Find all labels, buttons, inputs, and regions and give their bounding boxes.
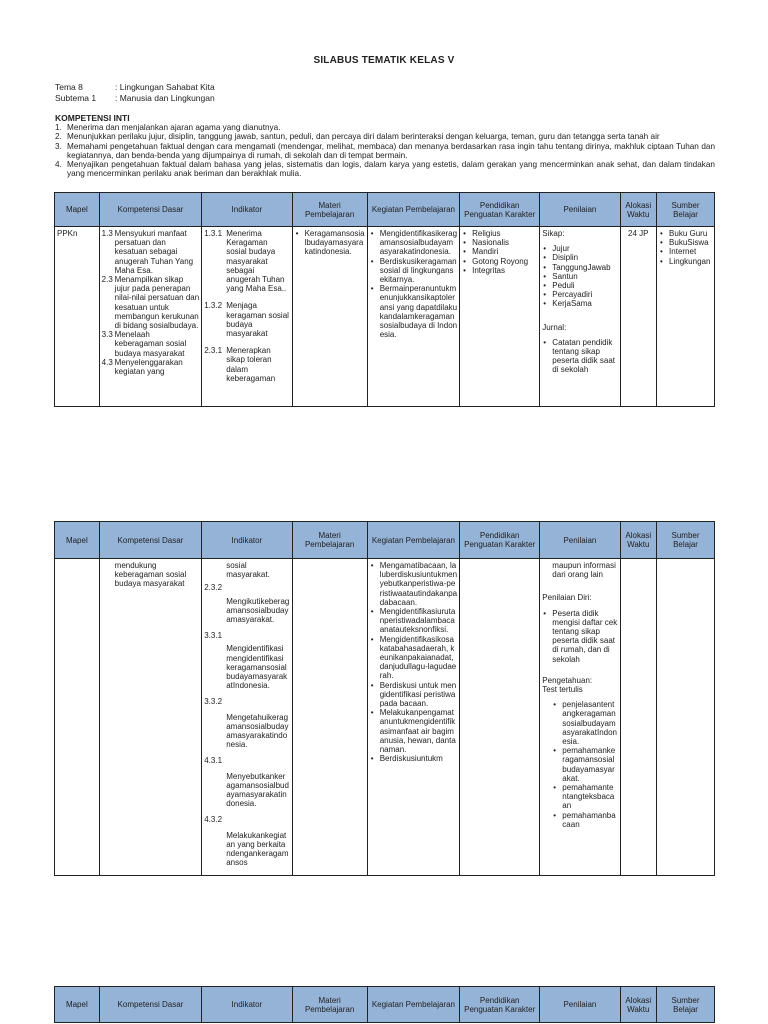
penilaian-pengetahuan-label: Pengetahuan:	[542, 675, 593, 685]
kd-text: Menyelenggarakan kegiatan yang	[114, 357, 183, 377]
cell-ppk	[460, 227, 540, 407]
kd-item	[102, 229, 200, 275]
syllabus-table-3	[54, 986, 715, 1023]
list-item: • Berdiskusiuntukm	[380, 754, 457, 763]
list-item: • pemahamanbacaan	[562, 811, 617, 829]
indikator-number: 1.3.2	[204, 301, 223, 311]
penilaian-text: maupun informasi dari orang lain	[552, 561, 616, 580]
list-item: • Jujur	[552, 244, 617, 253]
kd-item	[102, 330, 200, 358]
list-item: • Bermainperanuntukmenunjukkansikaptoleransi yang dapatdilakukandalamkeragamansosialbudaya di Indonesia.	[380, 284, 457, 339]
list-item: • Lingkungan	[669, 257, 712, 266]
ki-item	[55, 123, 715, 132]
kd-item	[102, 358, 200, 376]
indikator-text: Menerima Keragaman sosial budaya masyarakat sebagai anugerah Tuhan yang Maha Esa..	[226, 229, 287, 294]
kd-number: 2.3	[101, 275, 113, 285]
syllabus-table-2	[54, 521, 715, 876]
header-indikator: Indikator	[202, 987, 292, 1023]
ki-item	[55, 142, 715, 161]
meta-key: Tema 8	[55, 82, 83, 92]
kd-number: 1.3	[101, 229, 113, 238]
list-item: • BukuSiswa	[669, 238, 712, 247]
penilaian-test-list	[542, 700, 617, 829]
cell-kompetensi-dasar	[99, 559, 202, 876]
indikator-text: Menjaga keragaman sosial budaya masyarakat	[226, 301, 289, 339]
cell-materi	[292, 559, 367, 876]
header-kompetensi-dasar: Kompetensi Dasar	[99, 987, 202, 1023]
indikator-item	[204, 815, 289, 867]
list-item: • TanggungJawab	[552, 263, 617, 272]
sikap-list	[542, 244, 617, 308]
cell-sumber	[657, 559, 715, 876]
cell-penilaian	[540, 559, 620, 876]
header-sumber: Sumber Belajar	[657, 522, 715, 559]
header-ppk: Pendidikan Penguatan Karakter	[460, 987, 540, 1023]
ki-list	[55, 123, 715, 179]
ki-text: Menunjukkan perilaku jujur, disiplin, tanggung jawab, santun, peduli, dan percaya diri dalam berinteraksi dengan keluarga, teman, guru dan tetangga serta tanah air	[67, 132, 660, 142]
header-materi: Materi Pembelajaran	[292, 193, 367, 227]
list-item: • Internet	[669, 247, 712, 256]
cell-mapel	[55, 559, 100, 876]
list-item: • Mengidentifikasikosakatabahasadaerah, keunikanpakaianadat, danjudullagu-lagudaerah.	[380, 635, 457, 681]
sumber-list	[659, 229, 712, 266]
indikator-item	[204, 301, 289, 338]
header-materi: Materi Pembelajaran	[292, 987, 367, 1023]
header-penilaian: Penilaian	[540, 522, 620, 559]
meta-value: : Lingkungan Sahabat Kita	[115, 82, 215, 92]
list-item: • Percayadiri	[552, 290, 617, 299]
header-ppk: Pendidikan Penguatan Karakter	[460, 193, 540, 227]
header-alokasi: Alokasi Waktu	[620, 193, 657, 227]
meta-key: Subtema 1	[55, 93, 97, 103]
kd-text: mendukung keberagaman sosial budaya masyarakat	[114, 561, 187, 589]
list-item: • Buku Guru	[669, 229, 712, 238]
header-mapel: Mapel	[55, 193, 100, 227]
header-sumber: Sumber Belajar	[657, 987, 715, 1023]
ki-text: Menerima dan menjalankan ajaran agama yang dianutnya.	[67, 123, 281, 132]
header-kegiatan: Kegiatan Pembelajaran	[367, 522, 459, 559]
kd-number: 3.3	[101, 330, 113, 340]
indikator-item	[204, 756, 289, 808]
list-item: • KerjaSama	[552, 299, 617, 308]
kd-text: Menampilkan sikap jujur pada penerapan nilai-nilai persatuan dan kesatuan untuk membangun kerukunan di bidang sosialbudaya.	[114, 275, 200, 331]
list-item: • Religius	[472, 229, 537, 238]
cell-indikator	[202, 227, 292, 407]
indikator-text: Menyebutkankeragamansosialbudayamasyarakatindonesia.	[226, 771, 289, 809]
indikator-item	[204, 583, 289, 624]
indikator-text: Mengidentifikasi mengidentifikasi keragamansosialbudayamasyarakatIndonesia.	[226, 644, 288, 691]
cell-kegiatan	[367, 227, 459, 407]
list-item: • pemahamankeragamansosialbudayamasyarakat.	[562, 746, 617, 783]
ppk-list	[462, 229, 537, 275]
header-mapel: Mapel	[55, 987, 100, 1023]
header-kompetensi-dasar: Kompetensi Dasar	[99, 522, 202, 559]
cell-sumber	[657, 227, 715, 407]
meta-subtema	[55, 93, 215, 103]
header-alokasi: Alokasi Waktu	[620, 987, 657, 1023]
list-item: • Peserta didik mengisi daftar cek tentang sikap peserta didik saat di rumah, dan di sekolah	[552, 609, 617, 664]
penilaian-diri-list	[542, 609, 617, 664]
indikator-number: 2.3.2	[204, 583, 223, 593]
header-indikator: Indikator	[202, 522, 292, 559]
kegiatan-list	[370, 561, 457, 763]
penilaian-test-label: Test tertulis	[542, 685, 583, 695]
kd-text: Menelaah keberagaman sosial budaya masyarakat	[114, 330, 187, 358]
syllabus-table-1	[54, 192, 715, 407]
list-item: • Berdiskusikeragamansosial di lingkungansekitarnya.	[380, 257, 457, 285]
indikator-text: Mengetahuikeragamansosialbudayamasyarakatindonesia.	[226, 712, 289, 750]
ki-text: Memahami pengetahuan faktual dengan cara mengamati (mendengar, melihat, membaca) dan menanya berdasarkan rasa ingin tahu tentang dirinya, makhluk ciptaan Tuhan dan kegiatannya, dan benda-benda yang dijumpainya di rumah, di sekolah dan di tempat bermain.	[67, 141, 715, 160]
table-header-row	[55, 522, 715, 559]
indikator-text: sosial masyarakat.	[226, 561, 270, 580]
table-row	[55, 227, 715, 407]
meta-value: : Manusia dan Lingkungan	[115, 93, 215, 103]
cell-indikator	[202, 559, 292, 876]
cell-kompetensi-dasar	[99, 227, 202, 407]
header-indikator: Indikator	[202, 193, 292, 227]
list-item: • penjelasantentangkeragamansosialbudayamasyarakatIndonesia.	[562, 700, 617, 746]
list-item: • Melakukanpengamatanuntukmengidentifikasimanfaat air bagimanusia, hewan, dantanaman.	[380, 708, 457, 754]
indikator-item	[204, 346, 289, 383]
jurnal-list	[542, 338, 617, 375]
indikator-item	[204, 229, 289, 293]
header-ppk: Pendidikan Penguatan Karakter	[460, 522, 540, 559]
penilaian-jurnal-label: Jurnal:	[542, 322, 567, 332]
header-kegiatan: Kegiatan Pembelajaran	[367, 987, 459, 1023]
cell-mapel: PPKn	[55, 227, 100, 407]
indikator-number: 2.3.1	[204, 346, 223, 356]
list-item: • Berdiskusi untuk mengidentifikasi peristiwa pada bacaan.	[380, 681, 457, 709]
ki-heading: KOMPETENSI INTI	[55, 113, 130, 123]
list-item: • Peduli	[552, 281, 617, 290]
list-item: • Integritas	[472, 266, 537, 275]
materi-list	[295, 229, 365, 257]
header-kegiatan: Kegiatan Pembelajaran	[367, 193, 459, 227]
list-item: • Santun	[552, 272, 617, 281]
ki-number: 4.	[55, 160, 62, 170]
list-item: • pemahamantentangteksbacaan	[562, 783, 617, 811]
indikator-item	[204, 631, 289, 690]
list-item: • Mengidentifikasiurutanperistiwadalambacaanatauteksnonfiksi.	[380, 607, 457, 635]
ki-text: Menyajikan pengetahuan faktual dalam bahasa yang jelas, sistematis dan logis, dalam karya yang estetis, dalam gerakan yang mencerminkan anak sehat, dan dalam tindakan yang mencerminkan perilaku anak beriman dan berakhlak mulia.	[67, 160, 715, 179]
header-sumber: Sumber Belajar	[657, 193, 715, 227]
header-penilaian: Penilaian	[540, 193, 620, 227]
kd-item	[102, 275, 200, 330]
indikator-number: 4.3.2	[204, 815, 223, 825]
indikator-number: 4.3.1	[204, 756, 223, 766]
ki-item	[55, 160, 715, 179]
list-item: • Mandiri	[472, 247, 537, 256]
ki-number: 1.	[55, 123, 62, 132]
indikator-text: Menerapkan sikap toleran dalam keberagaman	[226, 346, 276, 383]
penilaian-diri-label: Penilaian Diri:	[542, 593, 592, 603]
list-item: • Catatan pendidik tentang sikap peserta didik saat di sekolah	[552, 338, 617, 375]
indikator-item	[204, 697, 289, 749]
header-penilaian: Penilaian	[540, 987, 620, 1023]
header-alokasi: Alokasi Waktu	[620, 522, 657, 559]
indikator-number: 3.3.2	[204, 697, 223, 707]
meta-tema	[55, 82, 215, 92]
header-mapel: Mapel	[55, 522, 100, 559]
cell-alokasi: 24 JP	[620, 227, 657, 407]
ki-item	[55, 132, 715, 141]
list-item: • Keragamansosialbudayamasyarakatindonesia.	[305, 229, 365, 257]
kd-text: Mensyukuri manfaat persatuan dan kesatuan sebagai anugerah Tuhan Yang Maha Esa.	[114, 229, 194, 275]
header-kompetensi-dasar: Kompetensi Dasar	[99, 193, 202, 227]
table-row	[55, 559, 715, 876]
cell-materi	[292, 227, 367, 407]
list-item: • Disiplin	[552, 253, 617, 262]
cell-alokasi	[620, 559, 657, 876]
list-item: • Mengidentifikasikeragamansosialbudayamasyarakatindonesia.	[380, 229, 457, 257]
indikator-number: 3.3.1	[204, 631, 223, 641]
kd-number: 4.3	[101, 357, 113, 367]
table-header-row	[55, 193, 715, 227]
page-title: SILABUS TEMATIK KELAS V	[313, 55, 455, 66]
penilaian-sikap-label: Sikap:	[542, 229, 565, 238]
list-item: • Nasionalis	[472, 238, 537, 247]
list-item: • Gotong Royong	[472, 257, 537, 266]
kegiatan-list	[370, 229, 457, 339]
cell-penilaian	[540, 227, 620, 407]
indikator-number: 1.3.1	[204, 229, 223, 238]
cell-kegiatan	[367, 559, 459, 876]
header-materi: Materi Pembelajaran	[292, 522, 367, 559]
list-item: • Mengamatibacaan, laluberdiskusiuntukmenyebutkanperistiwa-peristiwaatautindakanpadabacaan.	[380, 561, 457, 607]
indikator-text: Melakukankegiatan yang berkaitandengankeragamansos	[226, 830, 289, 868]
ki-number: 2.	[55, 132, 62, 142]
indikator-text: Mengikutikeberagamansosialbudayamasyarakat.	[226, 596, 290, 625]
cell-ppk	[460, 559, 540, 876]
ki-number: 3.	[55, 141, 62, 151]
table-header-row	[55, 987, 715, 1023]
